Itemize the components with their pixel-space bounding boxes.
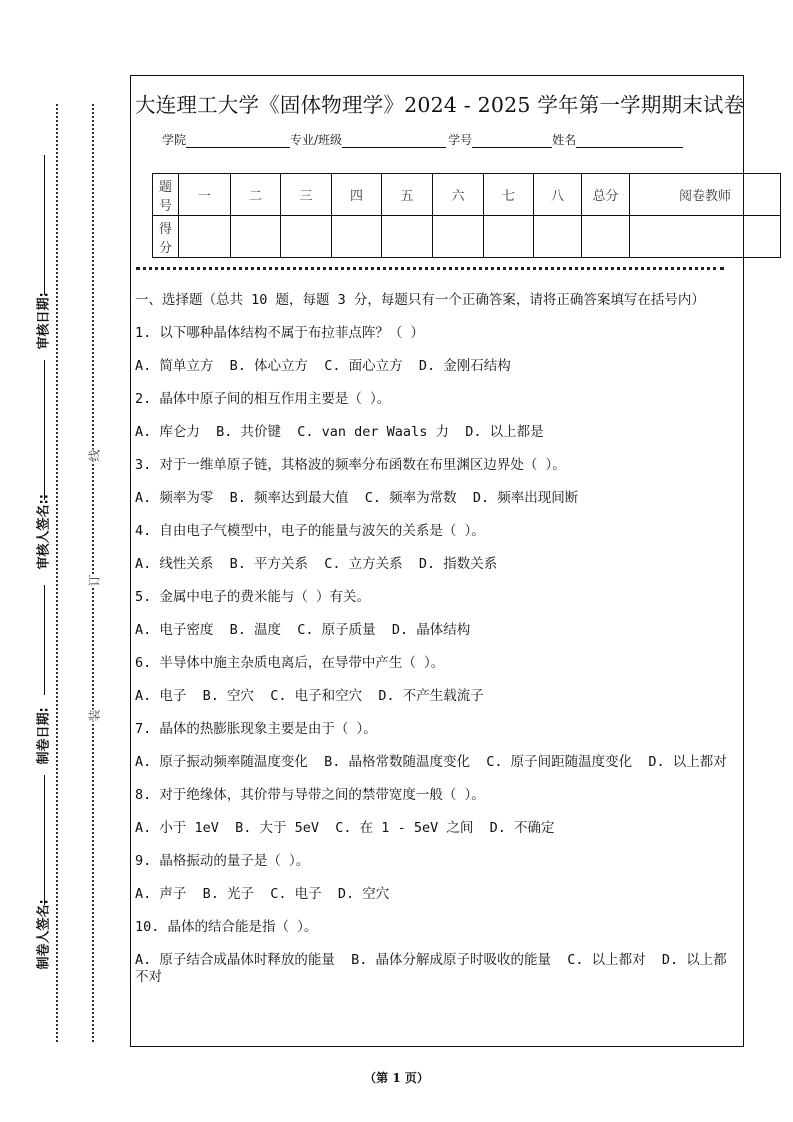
question-options: A. 频率为零 B. 频率达到最大值 C. 频率为常数 D. 频率出现间断 (135, 490, 579, 506)
question-stem: 10. 晶体的结合能是指（ ）。 (135, 919, 318, 935)
score-row-header: 得分 (153, 216, 179, 258)
review-date-label: 审核日期: (36, 292, 52, 350)
score-cell[interactable] (382, 216, 433, 258)
compiler-signature-label: 制卷人签名: (36, 899, 52, 970)
reviewer-signature-label: 审核人签名:: (36, 494, 52, 570)
question-options: A. 电子 B. 空穴 C. 电子和空穴 D. 不产生载流子 (135, 688, 484, 704)
question-stem: 9. 晶格振动的量子是（ ）。 (135, 853, 310, 869)
score-cell[interactable] (484, 216, 534, 258)
binding-char-line: 线 (87, 449, 102, 462)
exam-body (135, 292, 740, 1002)
major-class-field[interactable] (342, 133, 446, 148)
col-grader: 阅卷教师 (630, 174, 781, 216)
question-number-header: 题号 (153, 174, 179, 216)
compile-date-label: 制卷日期: (36, 707, 52, 765)
signature-line (44, 775, 45, 905)
score-cell[interactable] (630, 216, 781, 258)
score-cell[interactable] (281, 216, 332, 258)
question-stem: 1. 以下哪种晶体结构不属于布拉菲点阵？（ ） (135, 325, 425, 341)
col-5: 五 (382, 174, 433, 216)
col-6: 六 (433, 174, 484, 216)
name-field[interactable] (576, 133, 683, 148)
score-cell[interactable] (433, 216, 484, 258)
student-id-label: 学号 (448, 133, 473, 147)
col-3: 三 (281, 174, 332, 216)
exam-title: 大连理工大学《固体物理学》2024 - 2025 学年第一学期期末试卷 (135, 93, 745, 117)
signature-line (44, 360, 45, 500)
question-options: A. 原子结合成晶体时释放的能量 B. 晶体分解成原子时吸收的能量 C. 以上都对 D. 以上都不对 (135, 952, 727, 985)
question-options: A. 简单立方 B. 体心立方 C. 面心立方 D. 金刚石结构 (135, 358, 511, 374)
dotted-separator (136, 267, 724, 270)
score-cell[interactable] (534, 216, 582, 258)
col-total: 总分 (582, 174, 630, 216)
question-options: A. 线性关系 B. 平方关系 C. 立方关系 D. 指数关系 (135, 556, 498, 572)
question-stem: 8. 对于绝缘体，其价带与导带之间的禁带宽度一般（ ）。 (135, 787, 485, 803)
question-options: A. 库仑力 B. 共价键 C. van der Waals 力 D. 以上都是 (135, 424, 544, 440)
section-heading: 一、选择题（总共 10 题，每题 3 分，每题只有一个正确答案，请将正确答案填写在括号内） (135, 292, 705, 308)
question-options: A. 声子 B. 光子 C. 电子 D. 空穴 (135, 886, 390, 902)
question-stem: 3. 对于一维单原子链，其格波的频率分布函数在布里渊区边界处（ ）。 (135, 457, 566, 473)
margin-dotted-line-inner (92, 104, 94, 1042)
binding-char-bind: 装 (87, 709, 102, 722)
major-class-label: 专业/班级 (290, 133, 343, 147)
col-1: 一 (179, 174, 231, 216)
score-cell[interactable] (332, 216, 382, 258)
question-options: A. 原子振动频率随温度变化 B. 晶格常数随温度变化 C. 原子间距随温度变化 D. 以上都对 (135, 754, 727, 770)
col-4: 四 (332, 174, 382, 216)
signature-line (44, 155, 45, 295)
signature-line (44, 585, 45, 695)
binding-char-staple: 订 (87, 574, 102, 587)
question-stem: 5. 金属中电子的费米能与（ ）有关。 (135, 589, 371, 605)
college-field[interactable] (186, 133, 290, 148)
student-info-fields (162, 131, 683, 148)
name-label: 姓名 (552, 133, 577, 147)
question-list (135, 325, 740, 986)
question-stem: 7. 晶体的热膨胀现象主要是由于（ ）。 (135, 721, 377, 737)
score-table (152, 173, 781, 258)
college-label: 学院 (162, 133, 187, 147)
question-stem: 6. 半导体中施主杂质电离后，在导带中产生（ ）。 (135, 655, 445, 671)
student-id-field[interactable] (472, 133, 552, 148)
score-cell[interactable] (231, 216, 281, 258)
score-cell[interactable] (582, 216, 630, 258)
col-8: 八 (534, 174, 582, 216)
col-7: 七 (484, 174, 534, 216)
page-number: （第 1 页） (364, 1071, 429, 1085)
question-options: A. 小于 1eV B. 大于 5eV C. 在 1 - 5eV 之间 D. 不确定 (135, 820, 555, 836)
question-stem: 2. 晶体中原子间的相互作用主要是（ ）。 (135, 391, 391, 407)
question-stem: 4. 自由电子气模型中，电子的能量与波矢的关系是（ ）。 (135, 523, 485, 539)
col-2: 二 (231, 174, 281, 216)
margin-dotted-line-outer (56, 104, 58, 1042)
score-cell[interactable] (179, 216, 231, 258)
question-options: A. 电子密度 B. 温度 C. 原子质量 D. 晶体结构 (135, 622, 471, 638)
